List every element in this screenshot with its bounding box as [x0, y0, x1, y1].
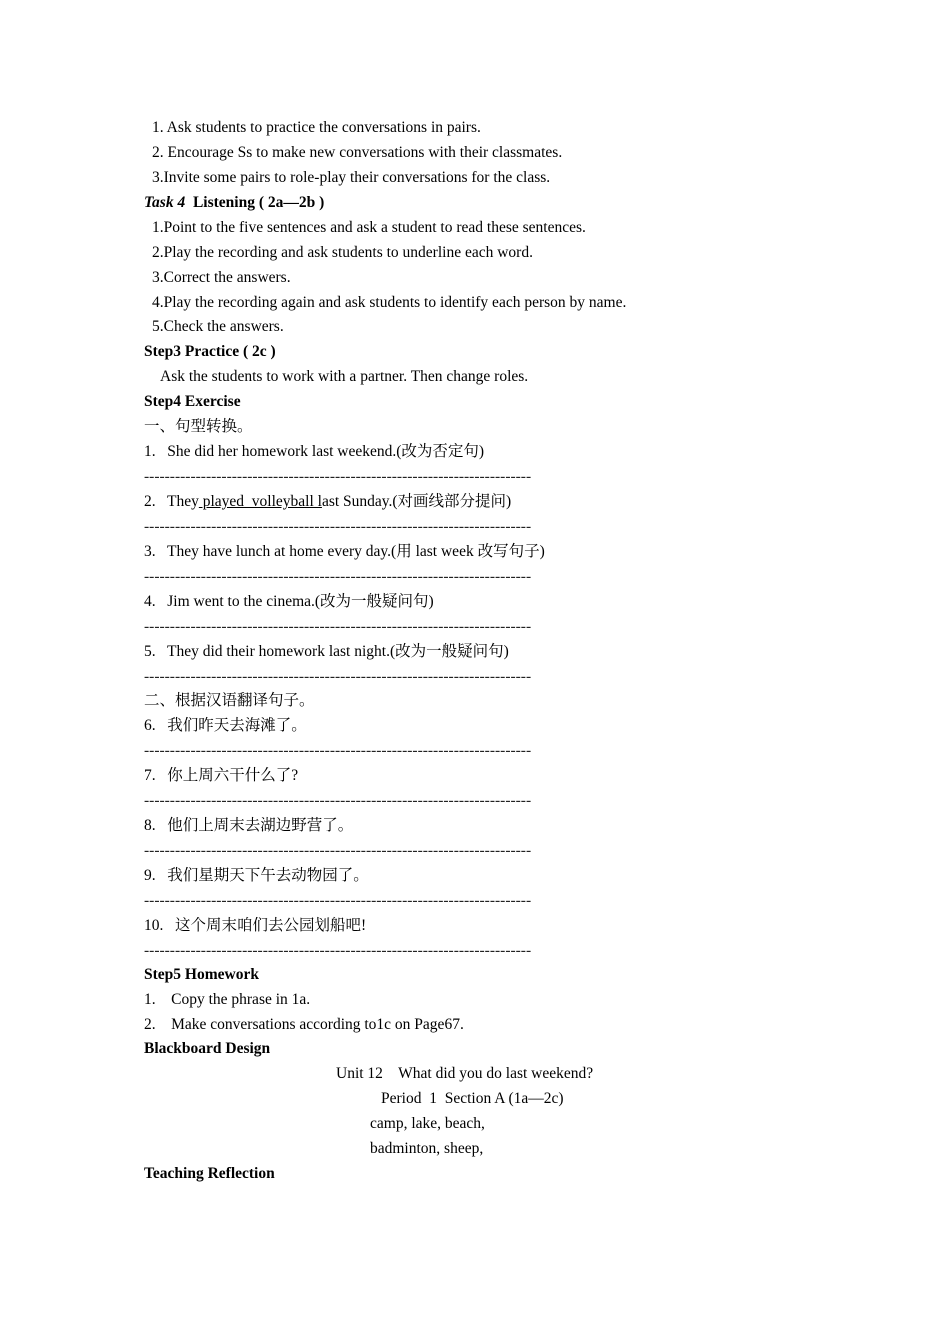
answer-line-8: ---------------------------------------------------------------------------	[144, 842, 532, 859]
blackboard-vocab-1: camp, lake, beach,	[370, 1115, 485, 1132]
task4-heading	[144, 193, 324, 213]
task4-item-2: 2.Play the recording and ask students to underline each word.	[152, 244, 533, 261]
blackboard-vocab-2: badminton, sheep,	[370, 1140, 484, 1157]
exercise-part2-heading: 二、根据汉语翻译句子。	[144, 692, 315, 709]
exercise-part1-heading: 一、句型转换。	[144, 418, 253, 435]
task4-label: Task 4	[144, 194, 186, 211]
blackboard-heading: Blackboard Design	[144, 1040, 271, 1057]
task4-title: Listening ( 2a—2b )	[192, 194, 325, 211]
answer-line-1: ---------------------------------------------------------------------------	[144, 468, 532, 485]
question-8: 8. 他们上周末去湖边野营了。	[144, 817, 354, 834]
step4-heading: Step4 Exercise	[144, 393, 241, 410]
answer-line-5: ---------------------------------------------------------------------------	[144, 668, 532, 685]
answer-line-3: ---------------------------------------------------------------------------	[144, 568, 532, 585]
question-2-suffix: ast Sunday.(对画线部分提问)	[321, 493, 512, 510]
step3-text: Ask the students to work with a partner. Then change roles.	[160, 368, 529, 385]
question-1: 1. She did her homework last weekend.(改为否定句)	[144, 443, 485, 460]
step5-heading: Step5 Homework	[144, 966, 259, 983]
answer-line-10: ---------------------------------------------------------------------------	[144, 942, 532, 959]
step3-heading: Step3 Practice ( 2c )	[144, 343, 276, 360]
task4-item-4: 4.Play the recording again and ask students to identify each person by name.	[152, 294, 627, 311]
answer-line-7: ---------------------------------------------------------------------------	[144, 792, 532, 809]
question-3: 3. They have lunch at home every day.(用 last week 改写句子)	[144, 543, 545, 560]
question-7: 7. 你上周六干什么了?	[144, 767, 299, 784]
task4-item-5: 5.Check the answers.	[152, 318, 284, 335]
answer-line-6: ---------------------------------------------------------------------------	[144, 742, 532, 759]
question-9: 9. 我们星期天下午去动物园了。	[144, 867, 369, 884]
homework-item-2: 2. Make conversations according to1c on Page67.	[144, 1016, 464, 1033]
homework-item-1: 1. Copy the phrase in 1a.	[144, 991, 311, 1008]
blackboard-period: Period 1 Section A (1a—2c)	[381, 1090, 564, 1107]
question-6: 6. 我们昨天去海滩了。	[144, 717, 307, 734]
question-4: 4. Jim went to the cinema.(改为一般疑问句)	[144, 593, 434, 610]
question-2-underlined: played volleyball l	[198, 493, 322, 510]
instruction-item-1: 1. Ask students to practice the conversations in pairs.	[152, 119, 481, 136]
instruction-item-3: 3.Invite some pairs to role-play their conversations for the class.	[152, 169, 551, 186]
blackboard-unit-title: Unit 12 What did you do last weekend?	[336, 1065, 594, 1082]
answer-line-4: ---------------------------------------------------------------------------	[144, 618, 532, 635]
question-5: 5. They did their homework last night.(改为一般疑问句)	[144, 643, 509, 660]
question-10: 10. 这个周末咱们去公园划船吧!	[144, 917, 367, 934]
question-2-prefix: 2. They	[144, 493, 199, 510]
instruction-item-2: 2. Encourage Ss to make new conversations with their classmates.	[152, 144, 563, 161]
question-2	[144, 492, 511, 512]
answer-line-2: ---------------------------------------------------------------------------	[144, 518, 532, 535]
task4-item-3: 3.Correct the answers.	[152, 269, 291, 286]
task4-item-1: 1.Point to the five sentences and ask a student to read these sentences.	[152, 219, 586, 236]
answer-line-9: ---------------------------------------------------------------------------	[144, 892, 532, 909]
reflection-heading: Teaching Reflection	[144, 1165, 275, 1182]
